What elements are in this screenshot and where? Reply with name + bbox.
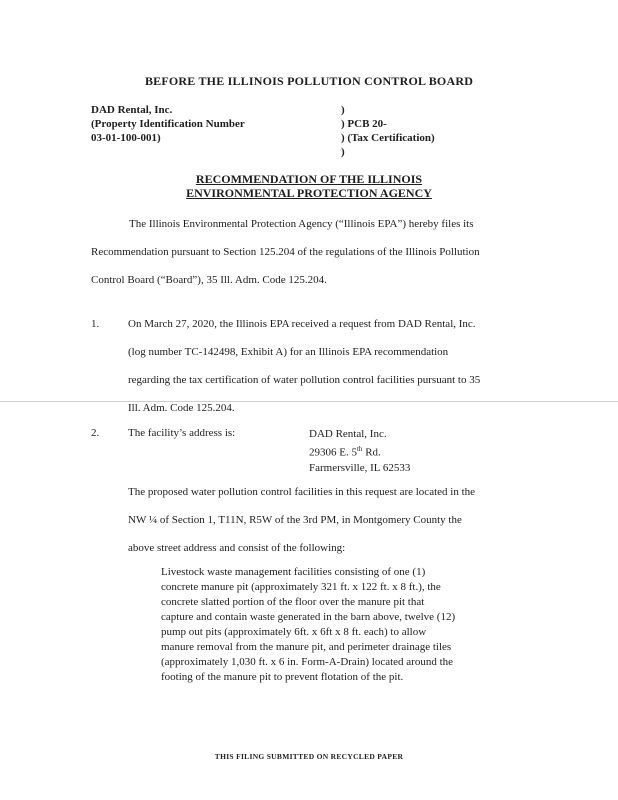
recycled-paper-footer: THIS FILING SUBMITTED ON RECYCLED PAPER: [214, 752, 404, 761]
item-1-line: (log number TC-142498, Exhibit A) for an Illinois EPA recommendation: [128, 346, 449, 358]
description-line: capture and contain waste generated in the barn above, twelve (12): [161, 611, 456, 623]
facility-description: [161, 565, 491, 685]
address-street: 29306 E. 5th Rd.: [309, 445, 381, 459]
title-line-1: RECOMMENDATION OF THE ILLINOIS: [195, 172, 423, 186]
case-caption-parties: [91, 103, 245, 145]
item-1-number: 1.: [91, 318, 100, 330]
petitioner-name: DAD Rental, Inc.: [91, 104, 173, 116]
intro-paragraph: [91, 210, 531, 294]
case-type: ) (Tax Certification): [341, 132, 435, 144]
intro-line: Recommendation pursuant to Section 125.204 of the regulations of the Illinois Pollution: [91, 246, 480, 258]
description-line: Livestock waste management facilities consisting of one (1): [161, 566, 426, 578]
address-city: Farmersville, IL 62533: [309, 461, 411, 474]
description-line: concrete manure pit (approximately 321 ft. x 122 ft. x 8 ft.), the: [161, 581, 441, 593]
description-line: concrete slatted portion of the floor over the manure pit that: [161, 596, 425, 608]
property-id-label: (Property Identification Number: [91, 118, 245, 130]
item-2-number: 2.: [91, 427, 100, 439]
item-2-line: above street address and consist of the following:: [128, 542, 346, 554]
item-2-line: NW ¼ of Section 1, T11N, R5W of the 3rd PM, in Montgomery County the: [128, 514, 462, 526]
item-1-line: On March 27, 2020, the Illinois EPA received a request from DAD Rental, Inc.: [128, 318, 476, 330]
item-1-text: [128, 310, 548, 422]
item-1-line: Ill. Adm. Code 125.204.: [128, 402, 235, 414]
board-heading: BEFORE THE ILLINOIS POLLUTION CONTROL BOARD: [144, 74, 474, 88]
caption-bracket: ): [341, 104, 345, 116]
facility-address: [309, 427, 410, 476]
facility-address-label: The facility’s address is:: [128, 427, 236, 439]
title-line-2: ENVIRONMENTAL PROTECTION AGENCY: [186, 186, 432, 200]
property-id-number: 03-01-100-001): [91, 132, 161, 144]
case-caption-docket: [341, 103, 435, 159]
caption-bracket: ): [341, 146, 345, 158]
item-2-line: The proposed water pollution control facilities in this request are located in the: [128, 486, 476, 498]
intro-line: Control Board (“Board”), 35 Ill. Adm. Code 125.204.: [91, 274, 327, 286]
document-title: [0, 172, 618, 200]
description-line: pump out pits (approximately 6ft. x 6ft x 8 ft. each) to allow: [161, 626, 427, 638]
description-line: (approximately 1,030 ft. x 6 in. Form-A-Drain) located around the: [161, 656, 454, 668]
item-2-text: [128, 478, 548, 562]
intro-line: The Illinois Environmental Protection Agency (“Illinois EPA”) hereby files its: [129, 218, 474, 230]
item-1-line: regarding the tax certification of water pollution control facilities pursuant to 35: [128, 374, 481, 386]
docket-number: ) PCB 20-: [341, 118, 387, 130]
description-line: footing of the manure pit to prevent flotation of the pit.: [161, 671, 404, 683]
address-company: DAD Rental, Inc.: [309, 428, 387, 440]
description-line: manure removal from the manure pit, and perimeter drainage tiles: [161, 641, 452, 653]
